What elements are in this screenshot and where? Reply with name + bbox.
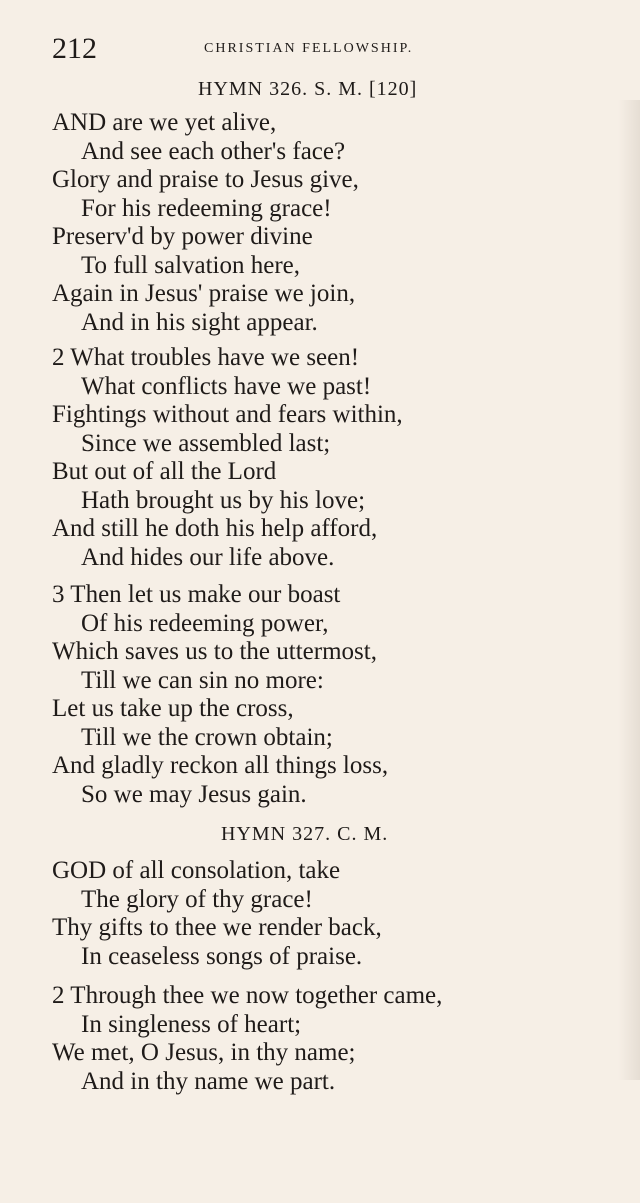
verse-line: 3 Then let us make our boast — [52, 581, 341, 608]
verse-line: Which saves us to the uttermost, — [52, 638, 377, 665]
verse-line: Let us take up the cross, — [52, 695, 294, 722]
verse-line: And see each other's face? — [81, 137, 346, 165]
page-number: 212 — [52, 32, 97, 65]
verse-line: In singleness of heart; — [81, 1010, 302, 1038]
verse-line: To full salvation here, — [81, 251, 301, 279]
verse-line: GOD of all consolation, take — [52, 857, 341, 884]
verse-line: We met, O Jesus, in thy name; — [52, 1039, 356, 1066]
verse-line: Of his redeeming power, — [81, 609, 329, 637]
verse-line: 2 What troubles have we seen! — [52, 344, 360, 371]
verse-line: Since we assembled last; — [81, 429, 331, 457]
hymn-327-stanza-2 — [52, 982, 442, 1096]
verse-line: But out of all the Lord — [52, 458, 277, 485]
page-edge-shadow — [618, 100, 640, 1080]
verse-line: Till we the crown obtain; — [81, 723, 333, 751]
verse-line: And in his sight appear. — [81, 308, 318, 336]
verse-line: Till we can sin no more: — [81, 666, 324, 694]
verse-line: And in thy name we part. — [81, 1067, 336, 1095]
verse-line: 2 Through thee we now together came, — [52, 982, 443, 1009]
verse-line: And still he doth his help afford, — [52, 515, 378, 542]
hymn-327-heading: HYMN 327. C. M. — [221, 823, 389, 845]
verse-line: Fightings without and fears within, — [52, 401, 403, 428]
verse-line: What conflicts have we past! — [81, 372, 372, 400]
verse-line: Glory and praise to Jesus give, — [52, 166, 359, 193]
verse-line: So we may Jesus gain. — [81, 780, 307, 808]
verse-line: And gladly reckon all things loss, — [52, 752, 389, 779]
verse-line: AND are we yet alive, — [52, 109, 277, 136]
hymn-326-stanza-3 — [52, 581, 388, 809]
verse-line: For his redeeming grace! — [81, 194, 332, 222]
verse-line: Again in Jesus' praise we join, — [52, 280, 356, 307]
hymn-326-stanza-2 — [52, 344, 403, 572]
running-head: CHRISTIAN FELLOWSHIP. — [204, 41, 414, 56]
verse-line: In ceaseless songs of praise. — [81, 942, 363, 970]
verse-line: And hides our life above. — [81, 543, 335, 571]
verse-line: The glory of thy grace! — [81, 885, 313, 913]
verse-line: Thy gifts to thee we render back, — [52, 914, 382, 941]
verse-line: Preserv'd by power divine — [52, 223, 313, 250]
verse-line: Hath brought us by his love; — [81, 486, 366, 514]
hymn-326-heading: HYMN 326. S. M. [120] — [198, 78, 418, 100]
hymn-326-stanza-1 — [52, 109, 359, 337]
page-header — [52, 32, 600, 72]
hymn-327-stanza-1 — [52, 857, 382, 971]
